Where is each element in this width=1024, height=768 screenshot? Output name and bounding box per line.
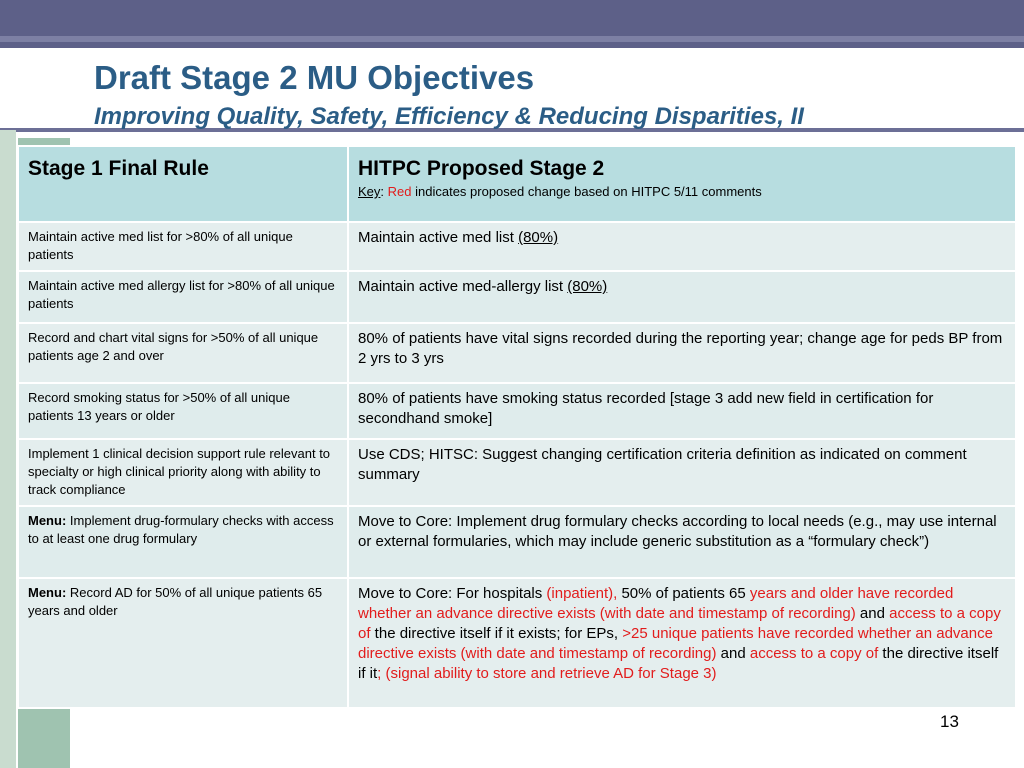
stage1-cell: Maintain active med allergy list for >80% of all unique patients (18, 271, 348, 323)
proposed-change-text: access to a copy of (749, 645, 879, 662)
table-row (18, 383, 1016, 439)
header-stage2 (348, 146, 1016, 222)
slide-title: Draft Stage 2 MU Objectives (94, 59, 535, 96)
stage1-cell: Maintain active med list for >80% of all unique patients (18, 222, 348, 271)
stage1-text: Record AD for 50% of all unique patients 65 years and older (28, 585, 323, 618)
stage2-text: Maintain active med list (358, 229, 519, 246)
stage2-text: 50% of patients 65 (617, 585, 750, 602)
table-row (18, 506, 1016, 578)
table-row (18, 271, 1016, 323)
stage1-text: Implement drug-formulary checks with access to at least one drug formulary (28, 513, 334, 546)
table-header-row (18, 146, 1016, 222)
stage2-text: Move to Core: For hospitals (358, 585, 547, 602)
stage1-cell (18, 506, 348, 578)
key-red: Red (387, 184, 412, 199)
stage1-cell (18, 578, 348, 708)
key-separator: : (380, 184, 388, 199)
stage2-cell: Use CDS; HITSC: Suggest changing certification criteria definition as indicated on comment summary (348, 439, 1016, 506)
proposed-change-text: (inpatient), (546, 585, 618, 602)
stage2-cell: Move to Core: Implement drug formulary checks according to local needs (e.g., may use internal or external formularies, which may include generic substitution as a “formulary check”) (348, 506, 1016, 578)
menu-label: Menu: (28, 513, 67, 528)
stage2-text: the directive itself if it exists; for EPs, (370, 625, 623, 642)
proposed-change-text: years and older have recorded whether an advance directive exists (with date and timestamp of recording) (358, 585, 954, 622)
left-accent-band-outer (0, 130, 16, 768)
page-number: 13 (940, 712, 959, 731)
key-line (358, 184, 762, 199)
table-row (18, 222, 1016, 271)
stage1-cell: Record and chart vital signs for >50% of all unique patients age 2 and over (18, 323, 348, 383)
table-row (18, 323, 1016, 383)
table-row (18, 439, 1016, 506)
key-label: Key (358, 184, 381, 199)
menu-label: Menu: (28, 585, 67, 600)
table-row (18, 578, 1016, 708)
stage1-cell: Implement 1 clinical decision support rule relevant to specialty or high clinical priority along with ability to track compliance (18, 439, 348, 506)
stage2-cell: 80% of patients have smoking status recorded [stage 3 add new field in certification for secondhand smoke] (348, 383, 1016, 439)
stage2-cell (348, 271, 1016, 323)
stage2-cell (348, 578, 1016, 708)
stage2-threshold: (80%) (518, 229, 559, 246)
top-bar-stripe (0, 36, 1024, 42)
header-stage1: Stage 1 Final Rule (18, 146, 348, 222)
proposed-change-text: >25 unique patients have recorded whether an advance directive exists (with date and timestamp of recording) (358, 625, 993, 662)
stage2-cell: 80% of patients have vital signs recorded during the reporting year; change age for peds BP from 2 yrs to 3 yrs (348, 323, 1016, 383)
header-stage2-title: HITPC Proposed Stage 2 (358, 157, 605, 180)
stage2-cell (348, 222, 1016, 271)
slide-subtitle: Improving Quality, Safety, Efficiency & Reducing Disparities, II (94, 103, 804, 130)
top-bar (0, 0, 1024, 48)
proposed-change-text: access to a copy of (358, 605, 1001, 642)
stage1-cell: Record smoking status for >50% of all unique patients 13 years or older (18, 383, 348, 439)
stage2-text: the directive itself if it (358, 645, 999, 682)
key-description: indicates proposed change based on HITPC 5/11 comments (411, 184, 762, 199)
stage2-text: and (716, 645, 750, 662)
stage2-text: Maintain active med-allergy list (358, 278, 568, 295)
stage2-threshold: (80%) (567, 278, 608, 295)
stage2-text: and (855, 605, 890, 622)
objectives-table (17, 145, 1017, 709)
proposed-change-text: ; (signal ability to store and retrieve AD for Stage 3) (377, 665, 717, 682)
